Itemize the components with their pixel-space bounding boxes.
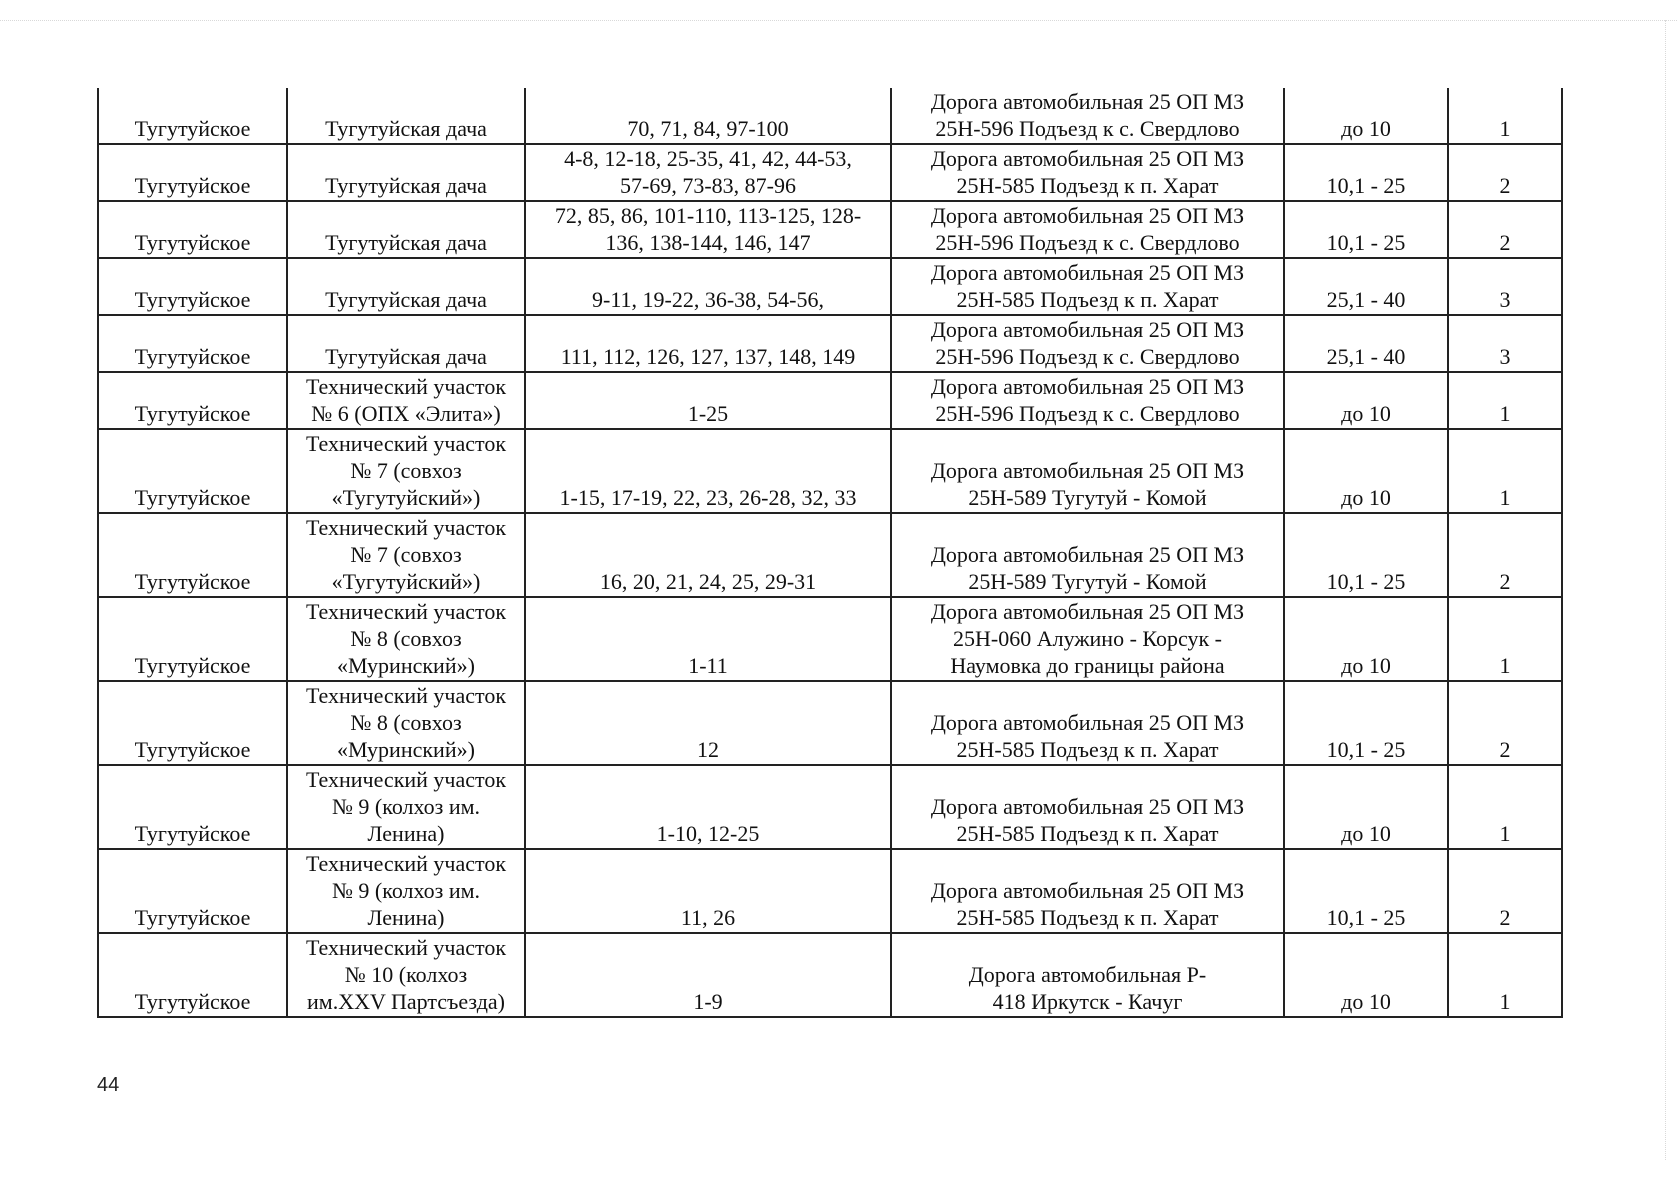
- cell-zone: 3: [1448, 315, 1562, 372]
- table-row: [98, 144, 1562, 201]
- table-row: [98, 513, 1562, 597]
- cell-zone: 2: [1448, 681, 1562, 765]
- table-row: [98, 372, 1562, 429]
- cell-settlement: Тугутуйское: [98, 933, 287, 1017]
- cell-distance: 10,1 - 25: [1284, 144, 1448, 201]
- page-right-rule: [1665, 20, 1666, 1160]
- cell-area: Тугутуйская дача: [287, 144, 525, 201]
- cell-plots: 70, 71, 84, 97-100: [525, 88, 891, 144]
- cell-road: Дорога автомобильная 25 ОП МЗ 25Н-585 Подъезд к п. Харат: [891, 765, 1284, 849]
- table-row: [98, 201, 1562, 258]
- cell-plots: 12: [525, 681, 891, 765]
- cell-plots: 1-25: [525, 372, 891, 429]
- cell-area: Технический участок № 8 (совхоз «Муринский»): [287, 597, 525, 681]
- cell-distance: до 10: [1284, 933, 1448, 1017]
- cell-road: Дорога автомобильная 25 ОП МЗ 25Н-585 Подъезд к п. Харат: [891, 258, 1284, 315]
- cell-zone: 2: [1448, 849, 1562, 933]
- table-row: [98, 597, 1562, 681]
- table-row: [98, 765, 1562, 849]
- page-number: 44: [97, 1074, 120, 1096]
- cell-settlement: Тугутуйское: [98, 201, 287, 258]
- cell-road: Дорога автомобильная 25 ОП МЗ 25Н-589 Тугутуй - Комой: [891, 513, 1284, 597]
- cell-zone: 1: [1448, 933, 1562, 1017]
- cell-road: Дорога автомобильная 25 ОП МЗ 25Н-596 Подъезд к с. Свердлово: [891, 315, 1284, 372]
- cell-settlement: Тугутуйское: [98, 429, 287, 513]
- cell-zone: 1: [1448, 429, 1562, 513]
- cell-settlement: Тугутуйское: [98, 681, 287, 765]
- cell-distance: до 10: [1284, 372, 1448, 429]
- cell-plots: 16, 20, 21, 24, 25, 29-31: [525, 513, 891, 597]
- cell-distance: до 10: [1284, 88, 1448, 144]
- cell-settlement: Тугутуйское: [98, 144, 287, 201]
- cell-settlement: Тугутуйское: [98, 765, 287, 849]
- cell-plots: 1-10, 12-25: [525, 765, 891, 849]
- cell-road: Дорога автомобильная 25 ОП МЗ 25Н-596 Подъезд к с. Свердлово: [891, 372, 1284, 429]
- cell-distance: до 10: [1284, 765, 1448, 849]
- page-top-rule: [0, 20, 1677, 21]
- table-row: [98, 429, 1562, 513]
- cell-settlement: Тугутуйское: [98, 258, 287, 315]
- cell-road: Дорога автомобильная 25 ОП МЗ 25Н-589 Тугутуй - Комой: [891, 429, 1284, 513]
- cell-area: Технический участок № 10 (колхоз им.XXV Партсъезда): [287, 933, 525, 1017]
- cell-road: Дорога автомобильная 25 ОП МЗ 25Н-585 Подъезд к п. Харат: [891, 144, 1284, 201]
- cell-zone: 1: [1448, 88, 1562, 144]
- cell-settlement: Тугутуйское: [98, 597, 287, 681]
- cell-area: Технический участок № 6 (ОПХ «Элита»): [287, 372, 525, 429]
- cell-zone: 2: [1448, 144, 1562, 201]
- cell-zone: 1: [1448, 597, 1562, 681]
- cell-area: Технический участок № 7 (совхоз «Тугутуйский»): [287, 513, 525, 597]
- cell-plots: 72, 85, 86, 101-110, 113-125, 128- 136, 138-144, 146, 147: [525, 201, 891, 258]
- cell-distance: 10,1 - 25: [1284, 513, 1448, 597]
- table-row: [98, 681, 1562, 765]
- cell-area: Тугутуйская дача: [287, 258, 525, 315]
- cell-road: Дорога автомобильная 25 ОП МЗ 25Н-585 Подъезд к п. Харат: [891, 681, 1284, 765]
- table-body: [98, 88, 1562, 1017]
- cell-distance: 25,1 - 40: [1284, 258, 1448, 315]
- cell-area: Технический участок № 8 (совхоз «Муринский»): [287, 681, 525, 765]
- cell-plots: 1-15, 17-19, 22, 23, 26-28, 32, 33: [525, 429, 891, 513]
- cell-distance: 10,1 - 25: [1284, 681, 1448, 765]
- cell-area: Технический участок № 9 (колхоз им. Ленина): [287, 765, 525, 849]
- cell-distance: до 10: [1284, 597, 1448, 681]
- cell-zone: 2: [1448, 201, 1562, 258]
- cell-road: Дорога автомобильная 25 ОП МЗ 25Н-060 Алужино - Корсук - Наумовка до границы района: [891, 597, 1284, 681]
- cell-zone: 3: [1448, 258, 1562, 315]
- table-row: [98, 88, 1562, 144]
- table-row: [98, 849, 1562, 933]
- cell-road: Дорога автомобильная Р- 418 Иркутск - Качуг: [891, 933, 1284, 1017]
- cell-area: Технический участок № 7 (совхоз «Тугутуйский»): [287, 429, 525, 513]
- cell-settlement: Тугутуйское: [98, 372, 287, 429]
- cell-zone: 1: [1448, 765, 1562, 849]
- cell-distance: до 10: [1284, 429, 1448, 513]
- cell-settlement: Тугутуйское: [98, 513, 287, 597]
- cell-area: Тугутуйская дача: [287, 315, 525, 372]
- cell-plots: 11, 26: [525, 849, 891, 933]
- cell-settlement: Тугутуйское: [98, 849, 287, 933]
- table-row: [98, 258, 1562, 315]
- cell-plots: 4-8, 12-18, 25-35, 41, 42, 44-53, 57-69, 73-83, 87-96: [525, 144, 891, 201]
- cell-road: Дорога автомобильная 25 ОП МЗ 25Н-585 Подъезд к п. Харат: [891, 849, 1284, 933]
- cell-settlement: Тугутуйское: [98, 88, 287, 144]
- cell-road: Дорога автомобильная 25 ОП МЗ 25Н-596 Подъезд к с. Свердлово: [891, 88, 1284, 144]
- cell-plots: 111, 112, 126, 127, 137, 148, 149: [525, 315, 891, 372]
- cell-plots: 1-9: [525, 933, 891, 1017]
- cell-settlement: Тугутуйское: [98, 315, 287, 372]
- cell-road: Дорога автомобильная 25 ОП МЗ 25Н-596 Подъезд к с. Свердлово: [891, 201, 1284, 258]
- table-row: [98, 933, 1562, 1017]
- cell-area: Технический участок № 9 (колхоз им. Ленина): [287, 849, 525, 933]
- cell-plots: 9-11, 19-22, 36-38, 54-56,: [525, 258, 891, 315]
- cell-zone: 1: [1448, 372, 1562, 429]
- cell-distance: 10,1 - 25: [1284, 849, 1448, 933]
- cell-area: Тугутуйская дача: [287, 88, 525, 144]
- table-row: [98, 315, 1562, 372]
- cell-distance: 10,1 - 25: [1284, 201, 1448, 258]
- cell-plots: 1-11: [525, 597, 891, 681]
- zoning-table: [97, 88, 1563, 1018]
- cell-zone: 2: [1448, 513, 1562, 597]
- cell-distance: 25,1 - 40: [1284, 315, 1448, 372]
- cell-area: Тугутуйская дача: [287, 201, 525, 258]
